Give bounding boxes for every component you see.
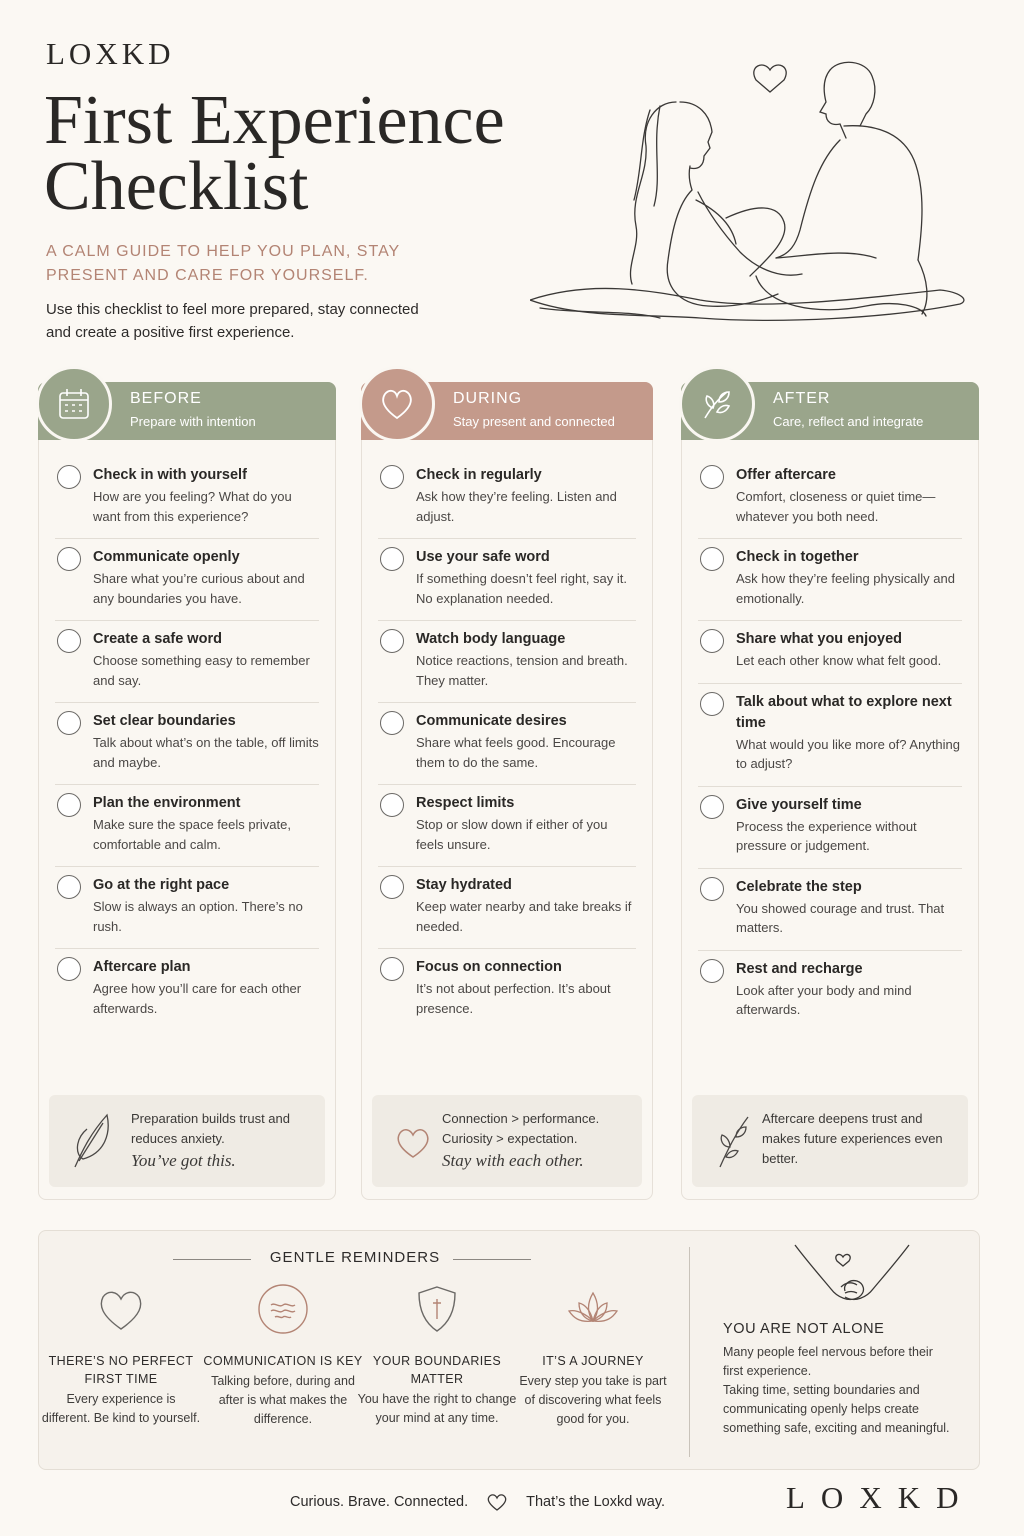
- checkbox[interactable]: [57, 547, 81, 571]
- note-box: [49, 1095, 325, 1187]
- list-item: Stay hydrated Keep water nearby and take breaks if needed.: [378, 867, 636, 949]
- note-text: Preparation builds trust and reduces anxiety.: [131, 1111, 290, 1146]
- note-box: [372, 1095, 642, 1187]
- list-item: Talk about what to explore next time What would you like more of? Anything to adjust?: [698, 684, 962, 787]
- heart-icon: [486, 1492, 508, 1512]
- column-subtitle: Prepare with intention: [130, 414, 256, 429]
- checkbox[interactable]: [700, 877, 724, 901]
- list-item: Use your safe word If something doesn’t feel right, say it. No explanation needed.: [378, 539, 636, 621]
- waves-icon: [255, 1281, 311, 1337]
- shield-icon: [409, 1281, 465, 1337]
- lotus-icon: [565, 1281, 621, 1337]
- checkbox[interactable]: [700, 692, 724, 716]
- heart-icon: [359, 366, 435, 442]
- checkbox[interactable]: [700, 959, 724, 983]
- list-item: Create a safe word Choose something easy to remember and say.: [55, 621, 319, 703]
- column-before: [38, 382, 336, 1200]
- note-script: Stay with each other.: [442, 1151, 584, 1170]
- note-text: Connection > performance. Curiosity > expectation.: [442, 1111, 600, 1146]
- list-item: Share what you enjoyed Let each other know what felt good.: [698, 621, 962, 684]
- divider: [453, 1259, 531, 1260]
- checkbox[interactable]: [380, 875, 404, 899]
- note-script: You’ve got this.: [131, 1151, 236, 1170]
- checkbox[interactable]: [380, 629, 404, 653]
- reminder-item: YOUR BOUNDARIES MATTER You have the right to change your mind at any time.: [357, 1281, 517, 1428]
- column-subtitle: Care, reflect and integrate: [773, 414, 924, 429]
- alone-text: Many people feel nervous before their first experience. Taking time, setting boundaries and communicating openly helps create something safe, exciting and meaningful.: [723, 1345, 950, 1435]
- checkbox[interactable]: [57, 711, 81, 735]
- list-item: Celebrate the step You showed courage and trust. That matters.: [698, 869, 962, 951]
- list-item: Check in regularly Ask how they’re feeling. Listen and adjust.: [378, 457, 636, 539]
- list-item: Check in with yourself How are you feeling? What do you want from this experience?: [55, 457, 319, 539]
- column-after: [681, 382, 979, 1200]
- checklist: [378, 457, 636, 1030]
- checkbox[interactable]: [380, 957, 404, 981]
- column-header: [38, 382, 336, 440]
- checkbox[interactable]: [380, 547, 404, 571]
- page-subtitle: A CALM GUIDE TO HELP YOU PLAN, STAY PRESENT AND CARE FOR YOURSELF.: [46, 243, 400, 284]
- list-item: Respect limits Stop or slow down if either of you feels unsure.: [378, 785, 636, 867]
- checkbox[interactable]: [57, 793, 81, 817]
- holding-hands-illustration: [787, 1237, 917, 1317]
- checklist: [55, 457, 319, 1030]
- list-item: Rest and recharge Look after your body and mind afterwards.: [698, 951, 962, 1032]
- note-text: Aftercare deepens trust and makes future experiences even better.: [762, 1111, 943, 1166]
- checkbox[interactable]: [700, 465, 724, 489]
- checkbox[interactable]: [57, 465, 81, 489]
- list-item: Communicate desires Share what feels good. Encourage them to do the same.: [378, 703, 636, 785]
- column-during: [361, 382, 653, 1200]
- alone-title: YOU ARE NOT ALONE: [723, 1321, 885, 1337]
- checkbox[interactable]: [700, 795, 724, 819]
- reminder-item: THERE’S NO PERFECT FIRST TIME Every experience is different. Be kind to yourself.: [41, 1281, 201, 1428]
- divider: [689, 1247, 690, 1457]
- checkbox[interactable]: [380, 711, 404, 735]
- list-item: Watch body language Notice reactions, tension and breath. They matter.: [378, 621, 636, 703]
- column-title: AFTER: [773, 390, 831, 407]
- heart-outline-icon: [93, 1281, 149, 1337]
- list-item: Go at the right pace Slow is always an option. There’s no rush.: [55, 867, 319, 949]
- list-item: Focus on connection It’s not about perfection. It’s about presence.: [378, 949, 636, 1030]
- reminder-item: COMMUNICATION IS KEY Talking before, during and after is what makes the difference.: [203, 1281, 363, 1429]
- brand-logo: LOXKD: [46, 36, 175, 71]
- column-header: [361, 382, 653, 440]
- column-subtitle: Stay present and connected: [453, 414, 615, 429]
- list-item: Offer aftercare Comfort, closeness or quiet time—whatever you both need.: [698, 457, 962, 539]
- list-item: Aftercare plan Agree how you’ll care for each other afterwards.: [55, 949, 319, 1030]
- note-box: [692, 1095, 968, 1187]
- heart-outline-icon: [390, 1109, 436, 1171]
- footer-tagline-right: That’s the Loxkd way.: [526, 1494, 666, 1510]
- checkbox[interactable]: [57, 629, 81, 653]
- checkbox[interactable]: [700, 629, 724, 653]
- footer-brand-logo: LOXKD: [786, 1480, 975, 1515]
- checkbox[interactable]: [57, 875, 81, 899]
- intro-text: Use this checklist to feel more prepared, stay connected and create a positive first experience.: [46, 301, 419, 341]
- checkbox[interactable]: [700, 547, 724, 571]
- gentle-reminders: [38, 1230, 980, 1470]
- branch-icon: [710, 1109, 756, 1171]
- reminders-heading: GENTLE REMINDERS: [269, 1249, 441, 1266]
- footer-tagline-left: Curious. Brave. Connected.: [290, 1494, 469, 1510]
- checklist: [698, 457, 962, 1032]
- reminder-item: IT’S A JOURNEY Every step you take is part of discovering what feels good for you.: [513, 1281, 673, 1429]
- list-item: Check in together Ask how they’re feeling physically and emotionally.: [698, 539, 962, 621]
- calendar-icon: [36, 366, 112, 442]
- footer-tagline: [290, 1492, 665, 1512]
- checkbox[interactable]: [380, 465, 404, 489]
- leaf-icon: [67, 1109, 113, 1171]
- checkbox[interactable]: [380, 793, 404, 817]
- column-title: DURING: [453, 390, 523, 407]
- page-title: First Experience Checklist: [44, 82, 505, 225]
- couple-illustration: [530, 50, 970, 350]
- column-title: BEFORE: [130, 390, 202, 407]
- list-item: Give yourself time Process the experience without pressure or judgement.: [698, 787, 962, 869]
- checkbox[interactable]: [57, 957, 81, 981]
- list-item: Communicate openly Share what you’re curious about and any boundaries you have.: [55, 539, 319, 621]
- column-header: [681, 382, 979, 440]
- list-item: Set clear boundaries Talk about what’s on the table, off limits and maybe.: [55, 703, 319, 785]
- leaf-icon: [679, 366, 755, 442]
- list-item: Plan the environment Make sure the space feels private, comfortable and calm.: [55, 785, 319, 867]
